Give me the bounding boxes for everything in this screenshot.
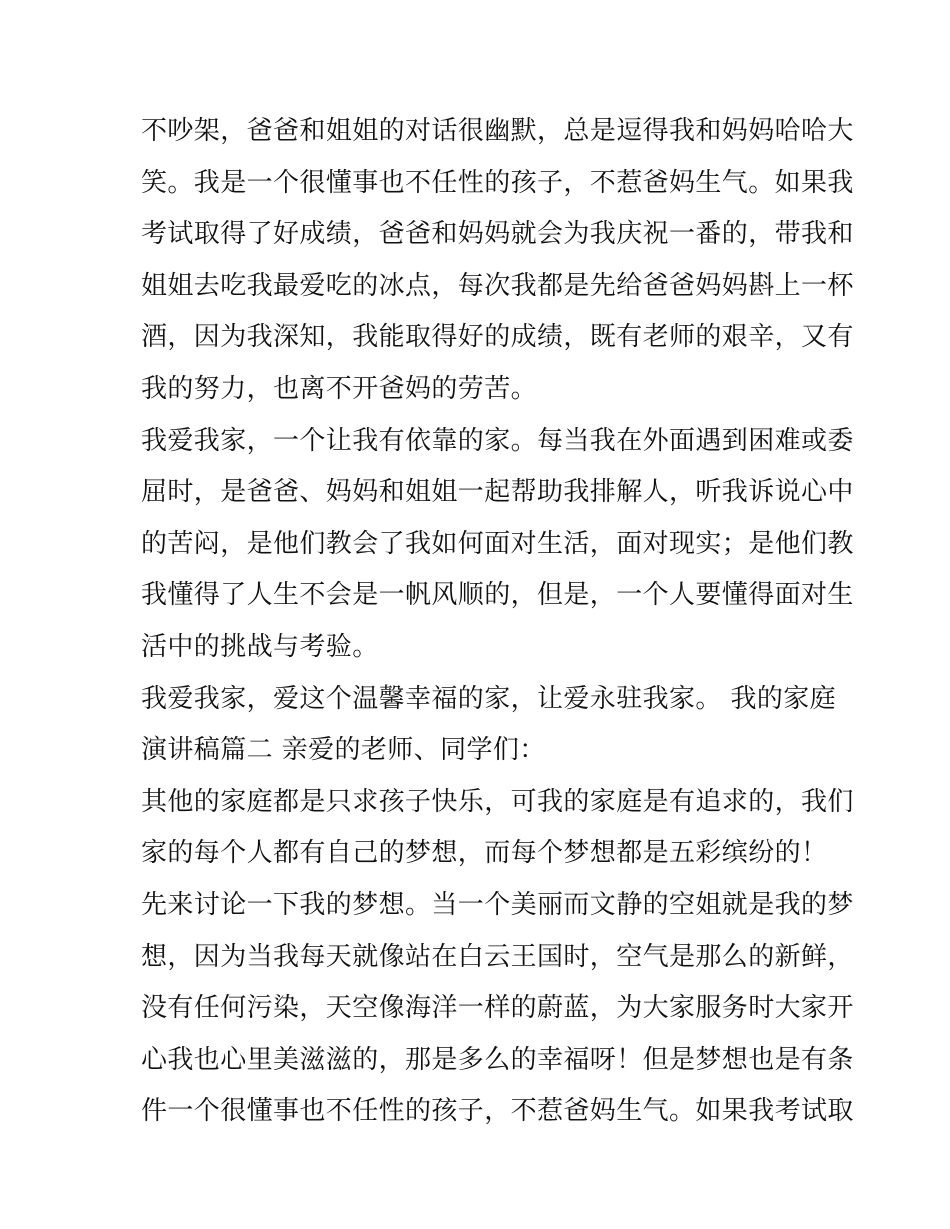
text-line: 件一个很懂事也不任性的孩子，不惹爸妈生气。如果我考试取: [141, 1096, 854, 1127]
text-line: 心我也心里美滋滋的，那是多么的幸福呀！但是梦想也是有条: [141, 1044, 854, 1075]
text-line: 的苦闷，是他们教会了我如何面对生活，面对现实；是他们教: [141, 528, 854, 559]
text-line: 活中的挑战与考验。: [141, 631, 379, 662]
text-line: 酒，因为我深知，我能取得好的成绩，既有老师的艰辛，又有: [141, 322, 854, 353]
text-line: 家的每个人都有自己的梦想，而每个梦想都是五彩缤纷的！: [141, 838, 828, 869]
text-line: 屈时，是爸爸、妈妈和姐姐一起帮助我排解人，听我诉说心中: [141, 477, 854, 508]
text-line: 想，因为当我每天就像站在白云王国时，空气是那么的新鲜，: [141, 941, 854, 972]
text-line: 演讲稿篇二 亲爱的老师、同学们：: [141, 735, 546, 766]
text-line: 考试取得了好成绩，爸爸和妈妈就会为我庆祝一番的，带我和: [141, 219, 854, 250]
text-line: 其他的家庭都是只求孩子快乐，可我的家庭是有追求的，我们: [141, 786, 854, 817]
text-line: 没有任何污染，天空像海洋一样的蔚蓝，为大家服务时大家开: [141, 993, 854, 1024]
text-line: 先来讨论一下我的梦想。当一个美丽而文静的空姐就是我的梦: [141, 889, 854, 920]
text-line: 我懂得了人生不会是一帆风顺的，但是，一个人要懂得面对生: [141, 580, 854, 611]
text-line: 我的努力，也离不开爸妈的劳苦。: [141, 373, 538, 404]
text-line: 我爱我家，爱这个温馨幸福的家，让爱永驻我家。 我的家庭: [141, 683, 837, 714]
text-line: 笑。我是一个很懂事也不任性的孩子，不惹爸妈生气。如果我: [141, 167, 854, 198]
text-line: 姐姐去吃我最爱吃的冰点，每次我都是先给爸爸妈妈斟上一杯: [141, 270, 854, 301]
text-line: 不吵架，爸爸和姐姐的对话很幽默，总是逗得我和妈妈哈哈大: [141, 116, 854, 146]
body-text: [141, 106, 854, 1138]
text-line: 我爱我家，一个让我有依靠的家。每当我在外面遇到困难或委: [141, 425, 854, 456]
